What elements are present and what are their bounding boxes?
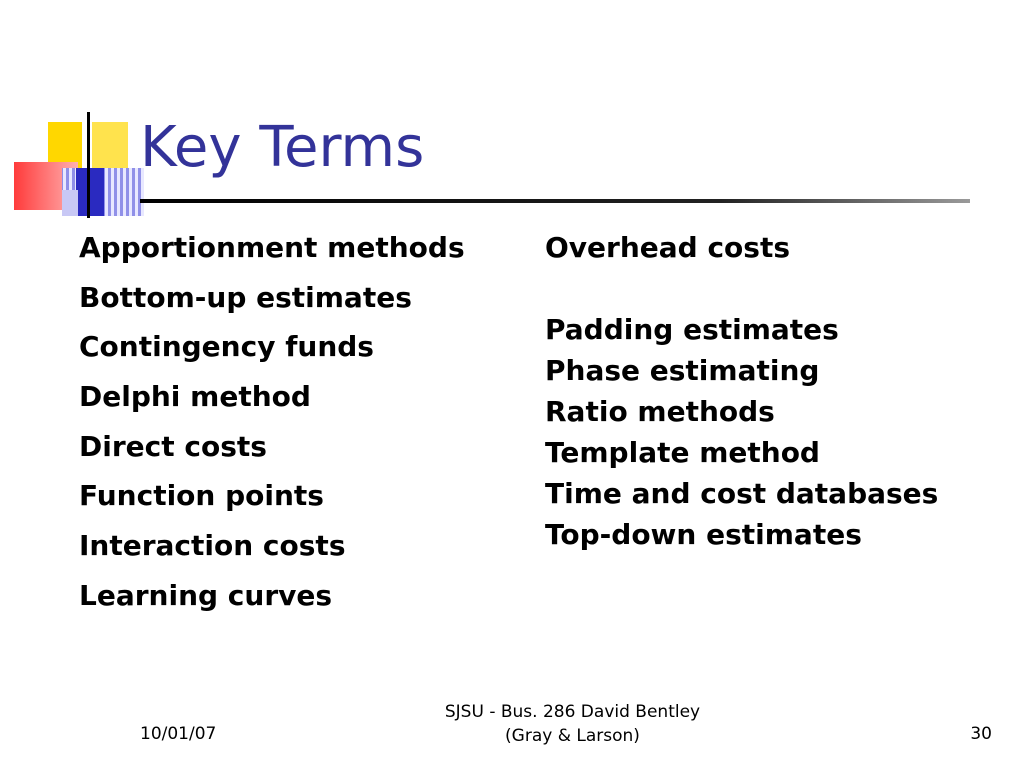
term-item: Top-down estimates xyxy=(545,518,862,551)
footer-course-line: SJSU - Bus. 286 David Bentley xyxy=(444,702,701,722)
term-item: Apportionment methods xyxy=(79,231,465,264)
term-item: Ratio methods xyxy=(545,395,775,428)
term-item: Bottom-up estimates xyxy=(79,280,412,314)
term-item: Learning curves xyxy=(79,578,333,612)
slide-page-number: 30 xyxy=(970,724,992,744)
term-item: Direct costs xyxy=(79,429,267,463)
term-item: Contingency funds xyxy=(79,330,374,364)
term-item: Template method xyxy=(545,436,820,469)
title-decoration-graphic xyxy=(0,100,150,220)
term-item: Delphi method xyxy=(79,380,311,414)
term-item: Time and cost databases xyxy=(545,477,939,510)
term-item: Padding estimates xyxy=(545,313,839,346)
footer-course-info xyxy=(400,700,745,748)
slide-title: Key Terms xyxy=(140,115,425,180)
term-item: Function points xyxy=(79,479,324,513)
term-item: Interaction costs xyxy=(79,529,346,563)
term-item: Overhead costs xyxy=(545,231,791,264)
footer-authors-line: (Gray & Larson) xyxy=(505,726,640,746)
key-terms-left-column xyxy=(79,228,519,626)
term-item: Phase estimating xyxy=(545,354,820,387)
title-underline-rule xyxy=(140,198,970,204)
footer-date: 10/01/07 xyxy=(140,724,217,744)
key-terms-right-column xyxy=(545,228,985,556)
